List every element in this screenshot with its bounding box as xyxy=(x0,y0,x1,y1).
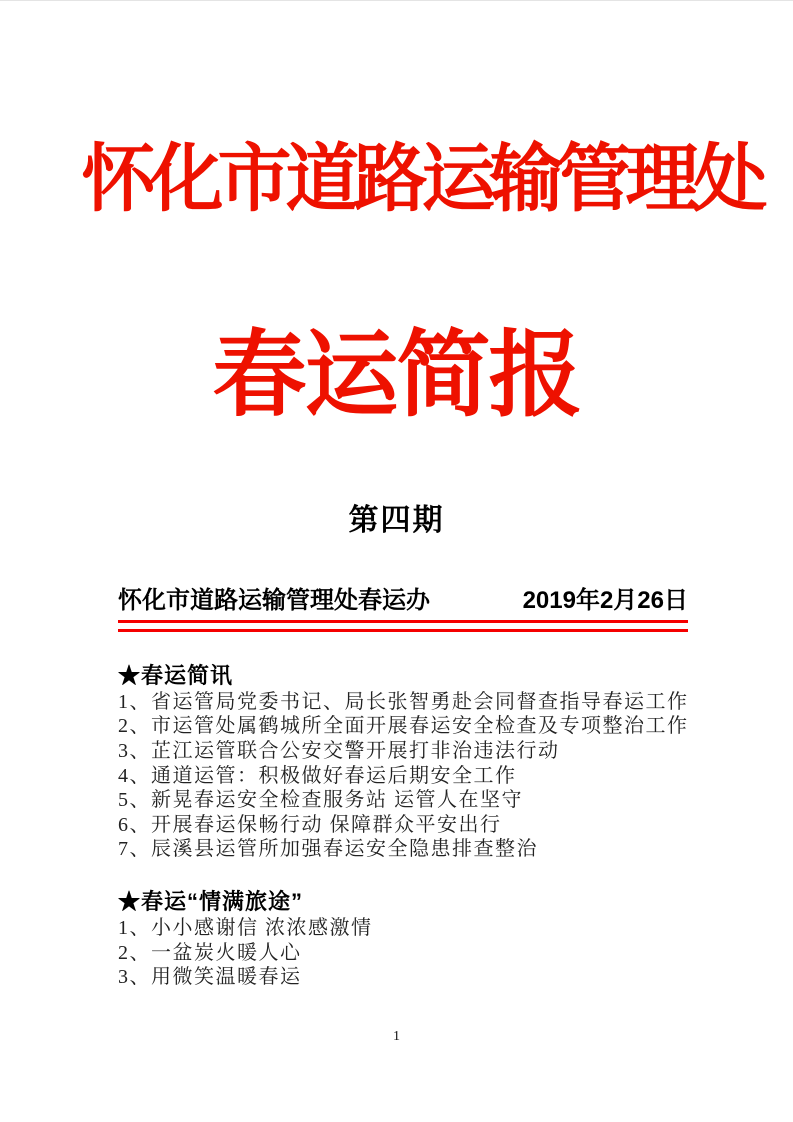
bulletin-item: 4、通道运管：积极做好春运后期安全工作 xyxy=(118,764,517,787)
doc-banner-title: 春运简报 xyxy=(212,320,581,430)
doc-main-title: 怀化市道路运输管理处 xyxy=(81,136,762,222)
section-heading: ★春运简讯 xyxy=(118,662,234,688)
section-heading: ★春运“情满旅途” xyxy=(118,888,304,914)
section-warm-journey xyxy=(118,889,703,990)
bulletin-item: 2、一盆炭火暖人心 xyxy=(118,941,302,964)
masthead-date: 2019年2月26日 xyxy=(522,587,688,614)
bulletin-item: 2、市运管处属鹤城所全面开展春运安全检查及专项整治工作 xyxy=(118,715,689,738)
bulletin-item: 3、芷江运管联合公安交警开展打非治违法行动 xyxy=(118,739,560,762)
bulletin-item: 6、开展春运保畅行动 保障群众平安出行 xyxy=(118,813,502,836)
issue-label: 第四期 xyxy=(348,504,445,537)
bulletin-item: 5、新晃春运安全检查服务站 运管人在坚守 xyxy=(118,789,523,812)
bulletin-item: 1、省运管局党委书记、局长张智勇赴会同督查指导春运工作 xyxy=(118,690,689,713)
double-red-rule xyxy=(118,620,688,632)
masthead-org: 怀化市道路运输管理处春运办 xyxy=(118,587,430,614)
section-brief-news xyxy=(118,663,703,862)
bulletin-item: 1、小小感谢信 浓浓感激情 xyxy=(118,916,373,939)
masthead-row xyxy=(118,587,688,616)
section-item-list xyxy=(118,690,703,862)
bulletin-item: 3、用微笑温暖春运 xyxy=(118,966,302,989)
page-number: 1 xyxy=(393,1029,400,1044)
section-item-list xyxy=(118,916,703,990)
bulletin-item: 7、辰溪县运管所加强春运安全隐患排查整治 xyxy=(118,838,538,861)
